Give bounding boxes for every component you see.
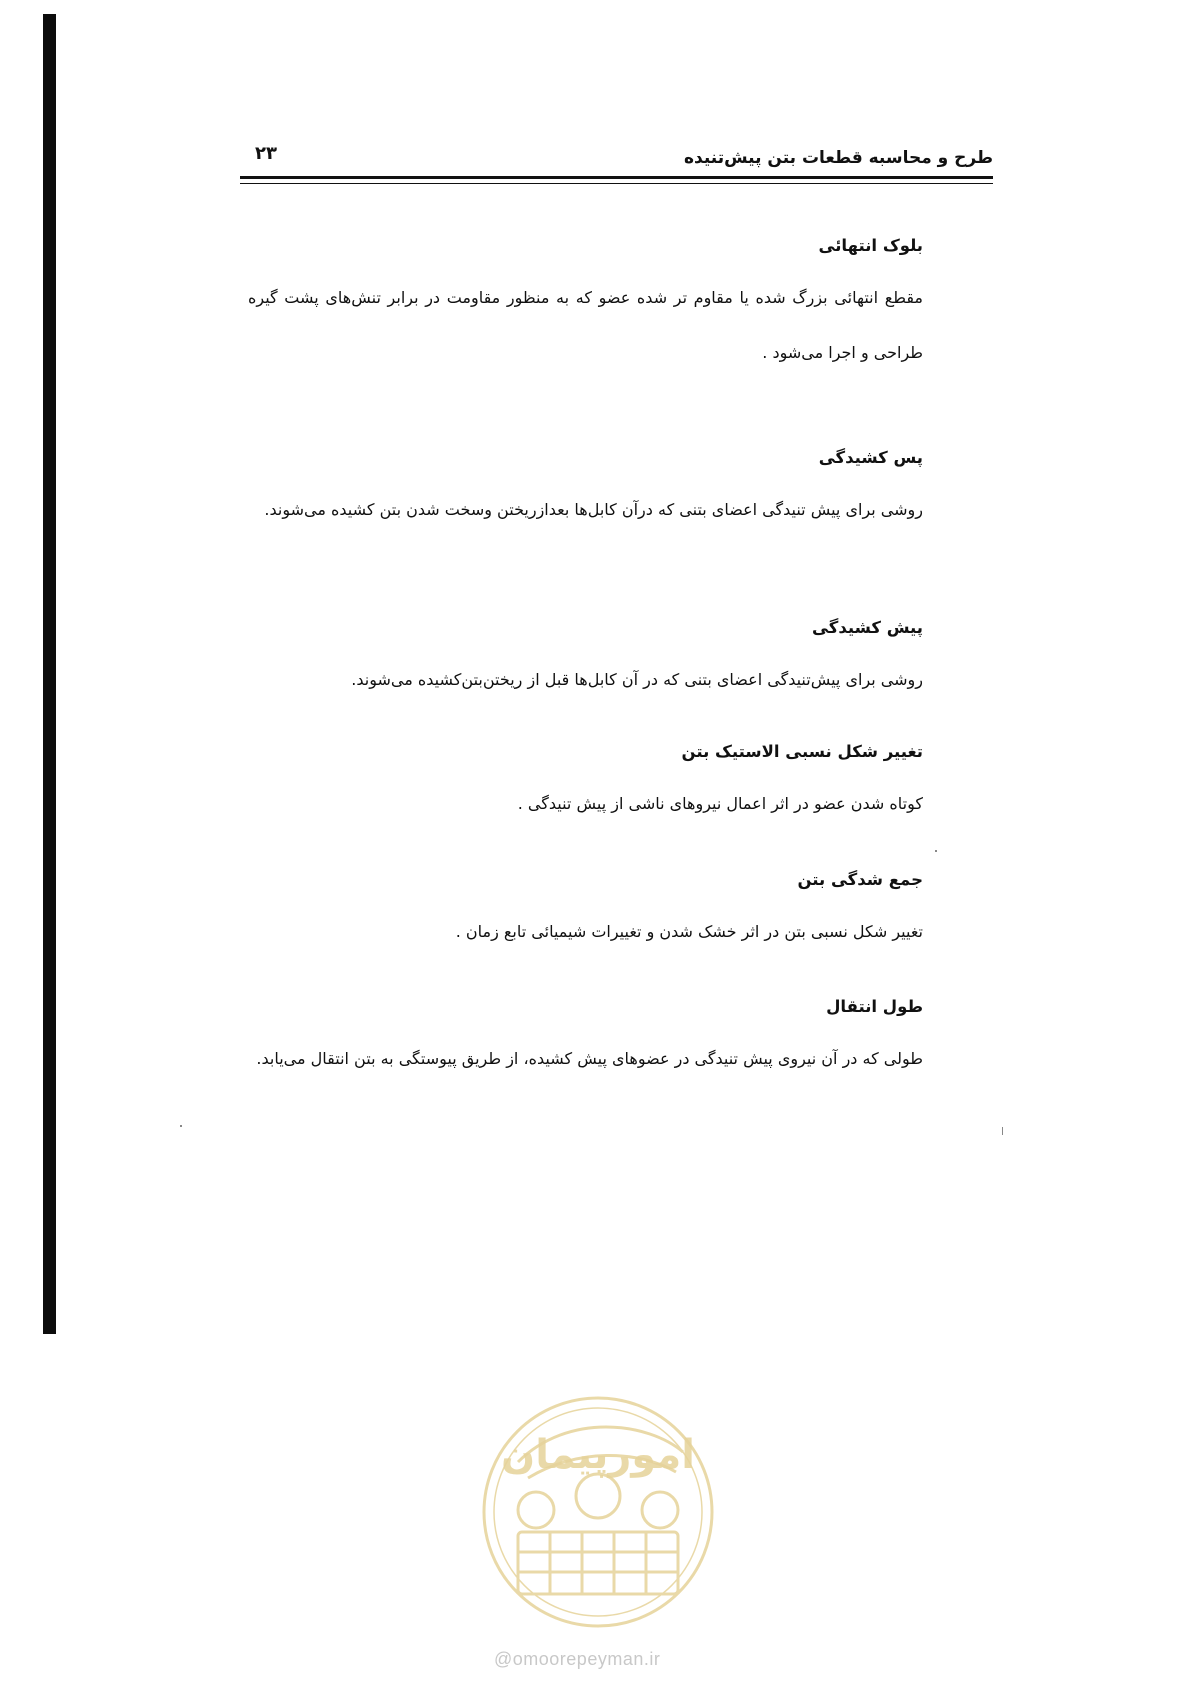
watermark-url: @omoorepeyman.ir bbox=[494, 1649, 661, 1669]
entry-term: پیش کشیدگی bbox=[812, 618, 923, 637]
running-title: طرح و محاسبه قطعات بتن پیش‌تنیده bbox=[684, 148, 993, 168]
glossary-entry bbox=[248, 740, 923, 831]
entry-term: جمع شدگی بتن bbox=[797, 870, 923, 889]
entry-term: طول انتقال bbox=[826, 997, 923, 1016]
entry-definition: کوتاه شدن عضو در اثر اعمال نیروهای ناشی از پیش تنیدگی . bbox=[517, 794, 923, 813]
entry-definition: مقطع انتهائی بزرگ شده یا مقاوم تر شده عضو که به منظور مقاومت در برابر تنش‌های پشت گیره طراحی و اجرا می‌شود . bbox=[248, 288, 923, 362]
entry-definition: تغییر شکل نسبی بتن در اثر خشک شدن و تغییرات شیمیائی تابع زمان . bbox=[455, 922, 923, 941]
scan-speck bbox=[1002, 1127, 1003, 1135]
entry-definition: روشی برای پیش‌تنیدگی اعضای بتنی که در آن کابل‌ها قبل از ریختن‌بتن‌کشیده می‌شوند. bbox=[351, 670, 923, 689]
glossary-entry bbox=[248, 234, 923, 380]
entry-term: تغییر شکل نسبی الاستیک بتن bbox=[681, 742, 923, 761]
scan-edge-bar bbox=[43, 14, 56, 1334]
watermark-logo-text: امورپیمان bbox=[501, 1432, 695, 1478]
entry-term: پس کشیدگی bbox=[818, 448, 923, 467]
page-number: ۲۳ bbox=[255, 143, 277, 164]
header-rule-thick bbox=[240, 176, 993, 179]
glossary-entry bbox=[248, 995, 923, 1086]
header-rule-thin bbox=[240, 183, 993, 184]
glossary-entry bbox=[248, 616, 923, 707]
entry-definition: روشی برای پیش تنیدگی اعضای بتنی که درآن کابل‌ها بعدازریختن وسخت شدن بتن کشیده می‌شوند. bbox=[264, 500, 923, 519]
watermark-logo bbox=[478, 1392, 718, 1632]
entry-term: بلوک انتهائی bbox=[818, 236, 923, 255]
scan-speck bbox=[935, 850, 937, 852]
entry-definition: طولی که در آن نیروی پیش تنیدگی در عضوهای پیش کشیده، از طریق پیوستگی به بتن انتقال می‌یابد. bbox=[256, 1049, 923, 1068]
scan-speck bbox=[180, 1125, 182, 1127]
glossary-entry bbox=[248, 868, 923, 959]
glossary-entry bbox=[248, 446, 923, 537]
